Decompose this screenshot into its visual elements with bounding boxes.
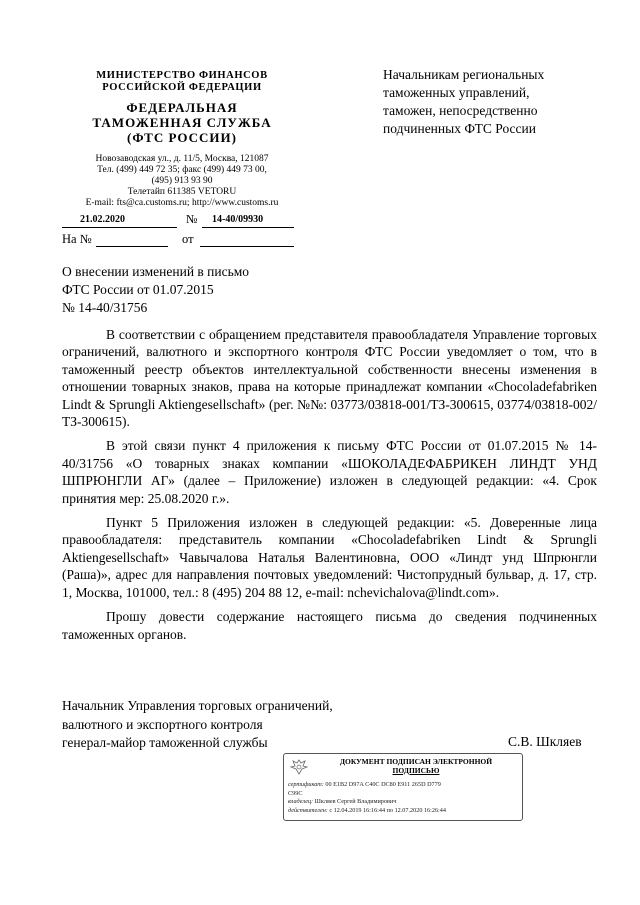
valid-label: действителен: <box>288 806 328 814</box>
letter-subject <box>62 263 322 317</box>
stamp-subtitle: ПОДПИСЬЮ <box>392 766 440 775</box>
address-line-5: E-mail: fts@ca.customs.ru; http://www.customs.ru <box>85 198 279 208</box>
stamp-title <box>314 757 518 775</box>
position-line-2: валютного и экспортного контроля <box>62 716 263 732</box>
addressee-line-2: таможенных управлений, <box>383 85 530 100</box>
from-label: от <box>182 232 194 246</box>
registration-date: 21.02.2020 <box>80 214 125 225</box>
number-sign: № <box>186 212 198 226</box>
owner-value: Шкляев Сергей Владимирович <box>314 798 397 806</box>
position-line-3: генерал-майор таможенной службы <box>62 735 268 750</box>
e-signature-stamp <box>283 753 523 821</box>
signer-name: С.В. Шкляев <box>508 734 582 749</box>
ministry-line-1: МИНИСТЕРСТВО ФИНАНСОВ <box>96 70 268 81</box>
reference-label: На № <box>62 232 92 246</box>
address-line-2: Тел. (499) 449 72 35; факс (499) 449 73 00, <box>97 165 267 175</box>
ministry-line-2: РОССИЙСКОЙ ФЕДЕРАЦИИ <box>102 82 262 93</box>
service-line-3: (ФТС РОССИИ) <box>127 130 237 145</box>
address-line-3: (495) 913 93 90 <box>151 176 213 186</box>
eagle-emblem-icon <box>288 758 310 776</box>
service-line-1: ФЕДЕРАЛЬНАЯ <box>126 100 238 115</box>
subject-line-3: № 14-40/31756 <box>62 300 148 315</box>
number-underline <box>202 227 294 228</box>
certificate-row <box>288 781 518 790</box>
addressee-line-3: таможен, непосредственно <box>383 103 538 118</box>
body-paragraph-2: В этой связи пункт 4 приложения к письму ФТС России от 01.07.2015 № 14-40/31756 «О товарных знаках компании «ШОКОЛАДЕФАБРИКЕН ЛИНДТ УНД ШПРЮНГЛИ АГ» (далее – Приложение) изложен в следующей редакции: «4. Срок принятия мер: 25.08.2020 г.». <box>62 438 597 506</box>
registration-line <box>62 214 294 230</box>
body-paragraph-3: Пункт 5 Приложения изложен в следующей редакции: «5. Доверенные лица правообладателя: представитель компании «Chocoladefabriken Lindt & Sprungli Aktiengesellschaft» Чавычалова Наталья Валентиновна, ООО «Линдт унд Шпрюнгли (Раша)», адрес для направления почтовых уведомлений: Чистопрудный бульвар, д. 17, стр. 1, Москва, 101000, тел.: 8 (495) 204 88 12, e-mail: nchevichalova@lindt.com». <box>62 515 597 600</box>
reference-line <box>62 232 302 250</box>
addressee-block <box>383 66 623 138</box>
owner-row <box>288 798 518 807</box>
date-underline <box>62 227 177 228</box>
stamp-title-line: ДОКУМЕНТ ПОДПИСАН ЭЛЕКТРОННОЙ <box>339 757 493 766</box>
validity-row <box>288 807 518 816</box>
position-line-1: Начальник Управления торговых ограничений, <box>62 698 333 713</box>
valid-value: с 12.04.2019 16:16:44 по 12.07.2020 16:26:44 <box>329 806 446 814</box>
letter-body <box>62 326 597 650</box>
addressee-line-1: Начальникам региональных <box>383 67 545 82</box>
address-line-4: Телетайп 611385 VETORU <box>127 187 237 197</box>
reference-underline <box>96 246 168 247</box>
certificate-label: сертификат: <box>288 781 324 788</box>
registration-number: 14-40/09930 <box>212 214 264 225</box>
signer-position <box>62 697 462 753</box>
owner-label: владелец: <box>288 798 314 806</box>
service-name <box>62 100 302 145</box>
service-line-2: ТАМОЖЕННАЯ СЛУЖБА <box>92 115 272 130</box>
subject-line-2: ФТС России от 01.07.2015 <box>62 282 214 297</box>
sender-address <box>62 154 302 209</box>
certificate-value: 00 E1B2 D97A C40C DC80 E911 265D D779 <box>325 781 441 788</box>
sender-letterhead <box>62 70 302 209</box>
from-underline <box>200 246 294 247</box>
body-paragraph-4: Прошу довести содержание настоящего письма до сведения подчиненных таможенных органов. <box>62 609 597 642</box>
certificate-row-2: C99C <box>288 789 303 797</box>
body-paragraph-1: В соответствии с обращением представителя правообладателя Управление торговых ограничений, валютного и экспортного контроля ФТС России уведомляет о том, что в таможенный реестр объектов интеллектуальной собственности внесены изменения в отношении товарных знаков, права на которые принадлежат компании «Chocoladefabriken Lindt & Sprungli Aktiengesellschaft» (рег. №№: 03773/03818-001/ТЗ-300615, 03774/03818-002/ТЗ-300615). <box>62 327 597 430</box>
address-line-1: Новозаводская ул., д. 11/5, Москва, 121087 <box>95 154 269 164</box>
addressee-line-4: подчиненных ФТС России <box>383 121 536 136</box>
stamp-details <box>288 781 518 815</box>
subject-line-1: О внесении изменений в письмо <box>62 264 250 279</box>
